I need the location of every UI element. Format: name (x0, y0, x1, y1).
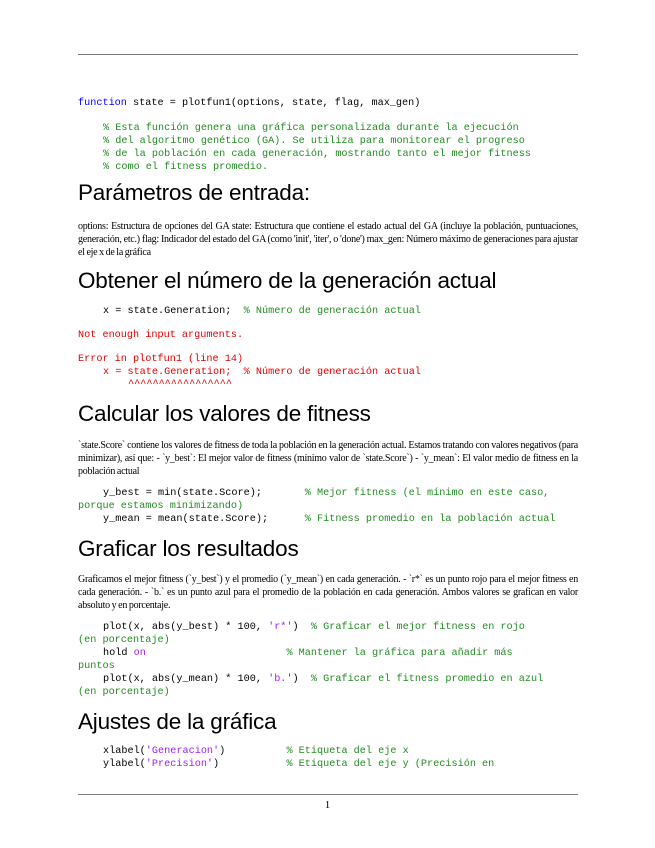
header-comment-line: % del algoritmo genético (GA). Se utiliza para monitorear el progreso (103, 136, 525, 147)
best-comment-wrap: porque estamos minimizando) (78, 501, 244, 512)
section-title-plot: Graficar los resultados (78, 536, 299, 561)
bottom-rule (78, 794, 578, 795)
section-title-generation: Obtener el número de la generación actual (78, 268, 497, 293)
top-rule (78, 54, 578, 55)
error-marker: ^^^^^^^^^^^^^^^^^ (128, 379, 232, 390)
section-title-settings: Ajustes de la gráfica (78, 709, 277, 734)
header-comment-line: % Esta función genera una gráfica personalizada durante la ejecución (103, 123, 519, 134)
hold-on-line: hold on % Mantener la gráfica para añadir más (103, 648, 513, 659)
generation-comment: % Número de generación actual (243, 306, 421, 317)
error-location: Error in plotfun1 (line 14) (78, 354, 244, 365)
function-signature (78, 97, 420, 110)
function-signature-text: state = plotfun1(options, state, flag, max_gen) (126, 98, 421, 109)
plot-paragraph: Graficamos el mejor fitness (`y_best`) y el promedio (`y_mean`) en cada generación. - `r*` es un punto rojo para el mejor fitness en cada generación. - `b.` es un punto azul para el promedio de la población en cada generación. Ambos valores se grafican en valor absoluto y en porcentaje. (78, 574, 578, 611)
function-keyword: function (78, 98, 127, 109)
best-comment: % Mejor fitness (el mínimo en este caso, (304, 488, 550, 499)
header-comment-line: % de la población en cada generación, mostrando tanto el mejor fitness (103, 149, 531, 160)
plot-best-wrap: (en porcentaje) (78, 635, 170, 646)
fitness-paragraph: `state.Score` contiene los valores de fitness de toda la población en la generación actual. Estamos tratando con valores negativos (para minimizar), así que: - `y_best`: El mejor valor de fitness (mínimo valor de `state.Score`) - `y_mean`: El valor medio de fitness en la población actual (78, 440, 578, 477)
params-paragraph: options: Estructura de opciones del GA state: Estructura que contiene el estado actual del GA (incluye la población, puntuaciones, generación, etc.) flag: Indicador del estado del GA (como 'init', 'iter', o 'done') max_gen: Número máximo de generaciones para ajustar el eje x de la gráfica (78, 221, 578, 258)
header-comment-line: % como el fitness promedio. (103, 162, 269, 173)
best-code-line: y_best = min(state.Score); % Mejor fitness (el mínimo en este caso, (103, 488, 550, 499)
plot-mean-line: plot(x, abs(y_mean) * 100, 'b.') % Graficar el fitness promedio en azul (103, 674, 544, 685)
plot-best-line: plot(x, abs(y_best) * 100, 'r*') % Graficar el mejor fitness en rojo (103, 622, 525, 633)
mean-comment: % Fitness promedio en la población actual (304, 514, 556, 525)
error-code-line: x = state.Generation; % Número de generación actual (103, 367, 421, 378)
xlabel-line: xlabel('Generacion') % Etiqueta del eje x (103, 746, 409, 757)
hold-on-wrap: puntos (78, 661, 115, 672)
page-number: 1 (324, 799, 331, 811)
section-title-params: Parámetros de entrada: (78, 180, 310, 205)
mean-code-line: y_mean = mean(state.Score); % Fitness promedio en la población actual (103, 514, 556, 525)
error-message: Not enough input arguments. (78, 330, 244, 341)
ylabel-line: ylabel('Precision') % Etiqueta del eje y (Precisión en (103, 759, 495, 770)
plot-mean-wrap: (en porcentaje) (78, 687, 170, 698)
generation-code: x = state.Generation; % Número de generación actual (103, 306, 421, 317)
section-title-fitness: Calcular los valores de fitness (78, 401, 371, 426)
